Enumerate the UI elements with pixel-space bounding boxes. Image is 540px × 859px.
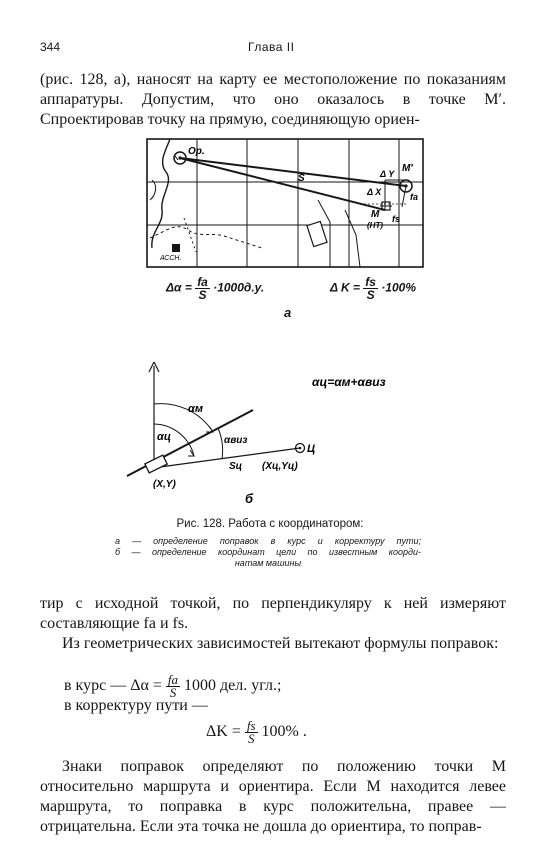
label-target-coords: (Xц,Yц) [262, 461, 298, 472]
figure-a-letter: а [284, 305, 292, 320]
paragraph-formulas-intro: Из геометрических зависимостей вытекают формулы поправок: [62, 635, 499, 652]
label-machine-coords: (X,Y) [153, 479, 176, 490]
figure-caption-line: натам машины [234, 558, 302, 568]
label-delta-y: Δ Y [380, 169, 395, 179]
formula-delta-k: Δ K = $\frac{fs}{S}$ ·100% [330, 275, 416, 302]
label-s-ts: Sц [229, 461, 243, 472]
label-nt: (НТ) [367, 221, 383, 230]
paragraph-mid: тир с исходной точкой, по перпендикуляру к ней измеряют составляющие fа и fs. [40, 595, 506, 632]
label-alpha-viz: αвиз [224, 435, 248, 446]
equation-path: ΔK = $\frac{fs}{S}$ 100% . [206, 718, 307, 746]
label-op: Ор. [188, 146, 205, 157]
equation-course: в курс — Δα = $\frac{fа}{S}$ 1000 дел. угл.; [64, 672, 282, 700]
label-alpha-m: αм [188, 403, 203, 415]
paragraph-bottom: Знаки поправок определяют по положению точки M относительно маршрута и ориентира. Если M находится левее маршрута, то поправка в курс положительна, правее — отрицательна. Если эта точка не дошла до ориентира, то поправ- [40, 758, 506, 835]
figure-caption-title: Рис. 128. Работа с координатором: [176, 518, 364, 530]
figure-caption-line: а — определение поправок в курс и корректуру пути; [115, 536, 421, 546]
paragraph-top: (рис. 128, а), наносят на карту ее местоположение по показаниям аппаратуры. Допустим, что оно оказалось в точке M′. Спроектировав точку на прямую, соединяющую ориен- [40, 71, 506, 128]
figure-b-letter: б [245, 491, 254, 506]
label-delta-x: Δ X [367, 187, 382, 197]
chapter-title: Глава II [248, 40, 295, 54]
label-fa: fа [410, 192, 419, 202]
label-s: S [298, 173, 305, 184]
label-m-prime: M′ [402, 163, 413, 174]
label-m: M [371, 209, 380, 220]
formula-delta-alpha: Δα = $\frac{fа}{S}$ ·1000д.у. [166, 275, 265, 302]
label-assn: АССН. [160, 255, 182, 262]
formula-alpha-ts: αц=αм+αвиз [312, 375, 386, 389]
label-fs: fs [392, 214, 401, 224]
page-number: 344 [40, 40, 61, 54]
label-target: Ц [307, 443, 316, 455]
label-alpha-ts: αц [157, 431, 171, 443]
figure-caption-line: б — определение координат цели по известным коорди- [115, 547, 421, 557]
equation-path-label: в корректуру пути — [64, 697, 208, 714]
